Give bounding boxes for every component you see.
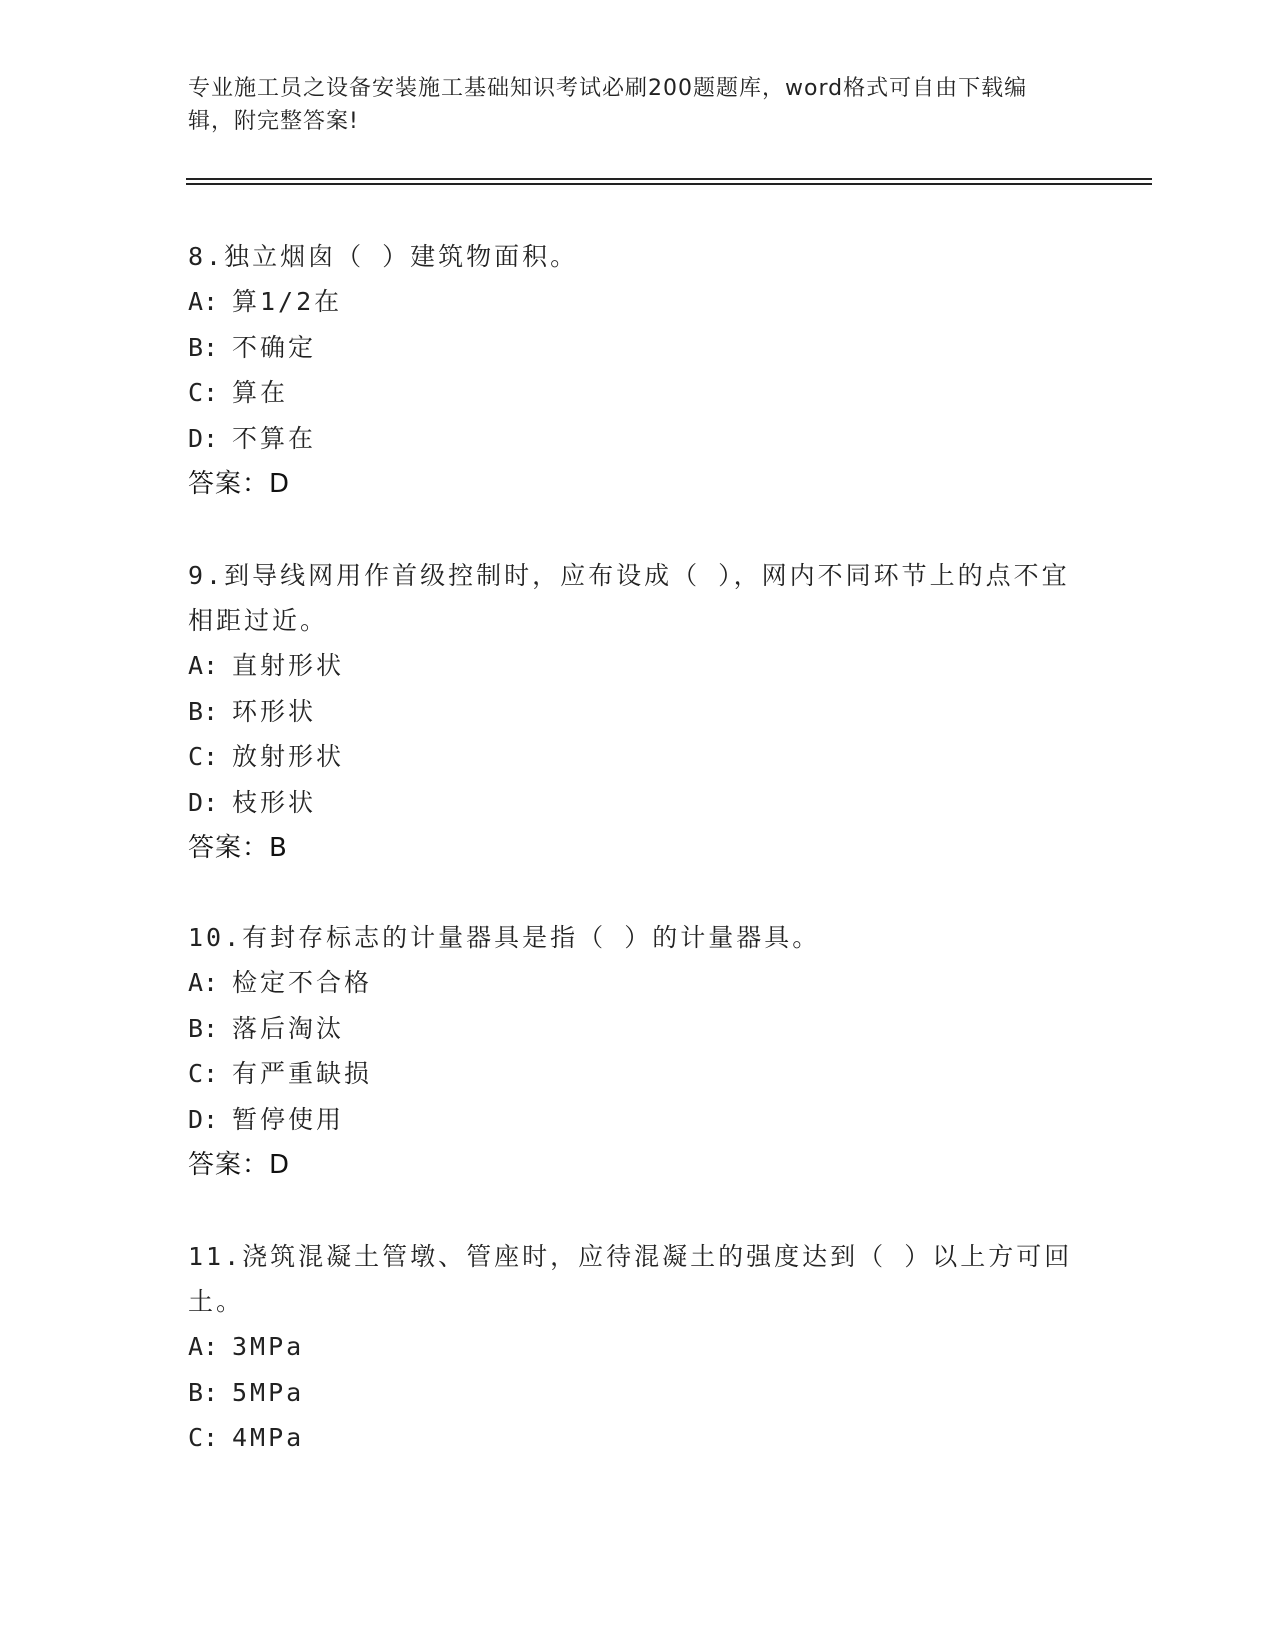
option-letter: C: — [188, 1423, 219, 1452]
option-d — [188, 416, 1088, 462]
option-text: 算在 — [232, 378, 289, 407]
option-b — [188, 1006, 1088, 1052]
option-letter: D: — [188, 423, 219, 453]
question-11 — [188, 1234, 1088, 1461]
question-10 — [188, 915, 1088, 1188]
question-8 — [188, 234, 1088, 507]
option-letter: A: — [188, 651, 219, 680]
option-text: 直射形状 — [232, 651, 345, 680]
option-text: 环形状 — [232, 696, 317, 726]
answer-line: 答案：D — [188, 1150, 291, 1180]
option-c — [188, 734, 1088, 780]
option-letter: B: — [188, 1013, 219, 1043]
option-d — [188, 1097, 1088, 1143]
option-letter: B: — [188, 1377, 219, 1407]
option-text: 放射形状 — [232, 742, 345, 771]
page-header: 专业施工员之设备安装施工基础知识考试必刷200题题库，word格式可自由下载编辑，附完整答案! — [188, 76, 1028, 134]
option-letter: A: — [188, 1332, 219, 1361]
option-text: 不确定 — [232, 332, 317, 362]
question-9 — [188, 553, 1088, 871]
option-letter: D: — [188, 1104, 219, 1134]
option-text: 算1/2在 — [232, 287, 343, 316]
option-letter: A: — [188, 968, 219, 997]
question-stem: 10.有封存标志的计量器具是指（ ）的计量器具。 — [188, 923, 821, 952]
option-text: 检定不合格 — [232, 968, 373, 997]
option-text: 不算在 — [232, 423, 317, 453]
answer-line: 答案：D — [188, 469, 291, 499]
option-b — [188, 325, 1088, 371]
header-rule-bottom — [186, 183, 1152, 185]
option-b — [188, 1370, 1088, 1416]
option-text: 有严重缺损 — [232, 1059, 373, 1088]
option-text: 暂停使用 — [232, 1104, 345, 1134]
option-c — [188, 1051, 1088, 1097]
option-text: 4MPa — [232, 1423, 305, 1452]
option-a — [188, 643, 1088, 689]
option-text: 落后淘汰 — [232, 1013, 345, 1043]
option-letter: B: — [188, 696, 219, 726]
question-stem: 8.独立烟囱（ ）建筑物面积。 — [188, 242, 579, 271]
option-text: 3MPa — [232, 1332, 305, 1361]
answer-line: 答案：B — [188, 833, 288, 863]
question-stem: 11.浇筑混凝土管墩、管座时，应待混凝土的强度达到（ ）以上方可回土。 — [188, 1242, 1073, 1316]
option-a — [188, 279, 1088, 325]
option-letter: B: — [188, 332, 219, 362]
option-d — [188, 780, 1088, 826]
option-text: 枝形状 — [232, 787, 317, 817]
option-text: 5MPa — [232, 1377, 305, 1407]
option-a — [188, 1324, 1088, 1370]
option-a — [188, 960, 1088, 1006]
header-rule-top — [186, 178, 1152, 180]
option-letter: C: — [188, 742, 219, 771]
option-b — [188, 689, 1088, 735]
option-letter: C: — [188, 1059, 219, 1088]
question-stem: 9.到导线网用作首级控制时，应布设成（ ），网内不同环节上的点不宜相距过近。 — [188, 561, 1070, 635]
option-letter: C: — [188, 378, 219, 407]
option-c — [188, 370, 1088, 416]
option-letter: D: — [188, 787, 219, 817]
option-letter: A: — [188, 287, 219, 316]
option-c — [188, 1415, 1088, 1461]
